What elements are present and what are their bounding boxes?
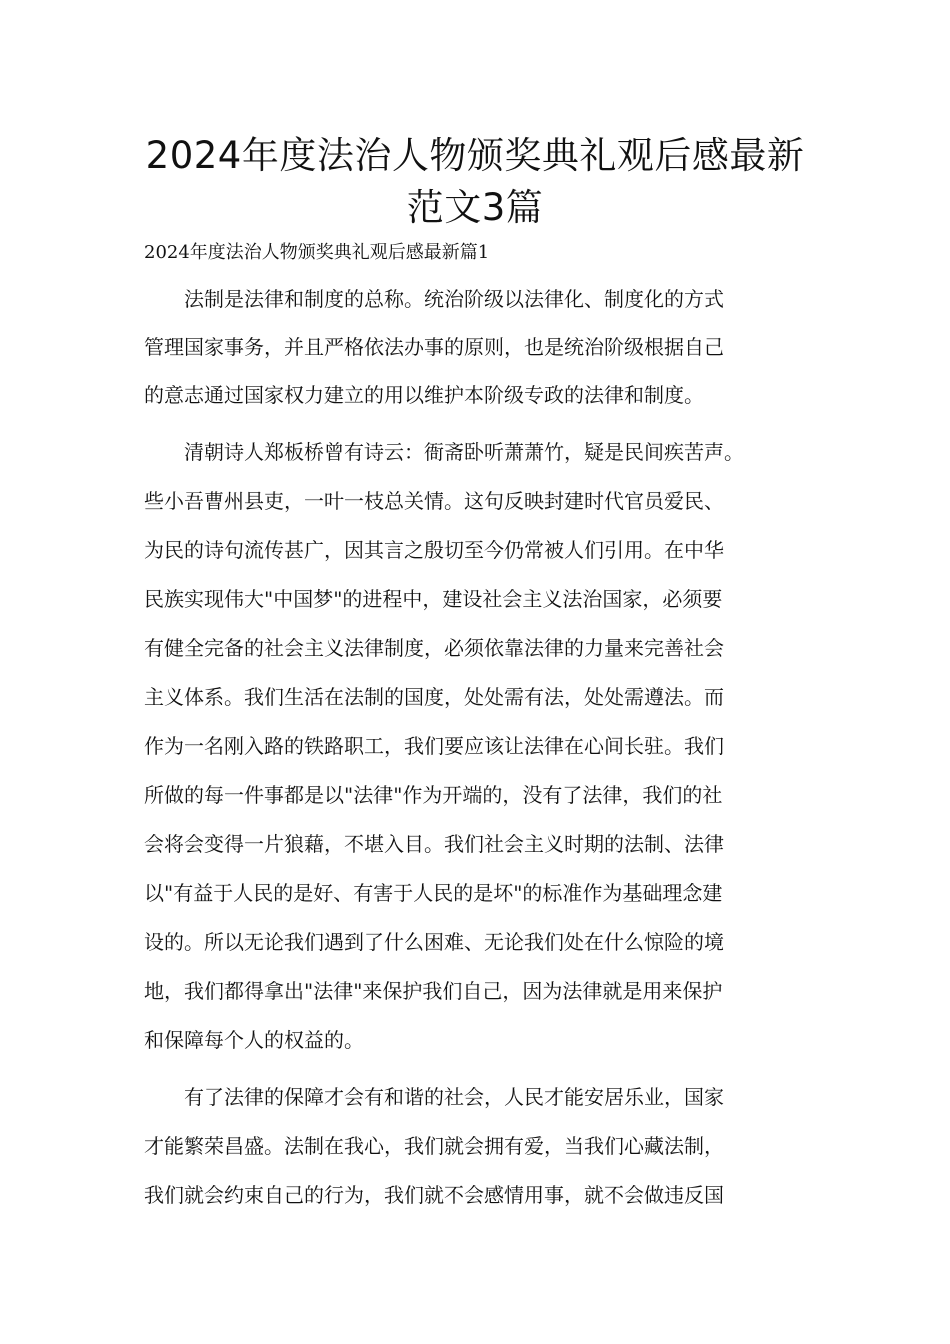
text-line: 和保障每个人的权益的。 xyxy=(144,1028,364,1052)
text-line: 些小吾曹州县吏，一叶一枝总关情。这句反映封建时代官员爱民、 xyxy=(144,489,724,513)
text-line: 设的。所以无论我们遇到了什么困难、无论我们处在什么惊险的境 xyxy=(144,930,724,954)
text-line: 主义体系。我们生活在法制的国度，处处需有法，处处需遵法。而 xyxy=(144,685,724,709)
text-line: 我们就会约束自己的行为，我们就不会感情用事，就不会做违反国 xyxy=(144,1183,724,1207)
text-line: 法制是法律和制度的总称。统治阶级以法律化、制度化的方式 xyxy=(144,287,724,311)
text-line: 会将会变得一片狼藉，不堪入目。我们社会主义时期的法制、法律 xyxy=(144,832,724,856)
text-line: 作为一名刚入路的铁路职工，我们要应该让法律在心间长驻。我们 xyxy=(144,734,724,758)
text-line: 民族实现伟大"中国梦"的进程中，建设社会主义法治国家，必须要 xyxy=(144,587,723,611)
text-line: 有了法律的保障才会有和谐的社会，人民才能安居乐业，国家 xyxy=(144,1085,724,1109)
text-line: 有健全完备的社会主义法律制度，必须依靠法律的力量来完善社会 xyxy=(144,636,724,660)
text-line: 所做的每一件事都是以"法律"作为开端的，没有了法律，我们的社 xyxy=(144,783,723,807)
document-title-line-2: 范文3篇 xyxy=(406,186,544,229)
text-line: 管理国家事务，并且严格依法办事的原则，也是统治阶级根据自己 xyxy=(144,335,724,359)
text-line: 清朝诗人郑板桥曾有诗云：衙斋卧听萧萧竹，疑是民间疾苦声。 xyxy=(144,440,744,464)
section-heading: 2024年度法治人物颁奖典礼观后感最新篇1 xyxy=(144,242,490,263)
text-line: 的意志通过国家权力建立的用以维护本阶级专政的法律和制度。 xyxy=(144,383,704,407)
text-line: 以"有益于人民的是好、有害于人民的是坏"的标准作为基础理念建 xyxy=(144,881,723,905)
text-line: 为民的诗句流传甚广，因其言之殷切至今仍常被人们引用。在中华 xyxy=(144,538,724,562)
text-line: 才能繁荣昌盛。法制在我心，我们就会拥有爱，当我们心藏法制， xyxy=(144,1134,724,1158)
document-title-line-1: 2024年度法治人物颁奖典礼观后感最新 xyxy=(145,134,805,177)
text-line: 地，我们都得拿出"法律"来保护我们自己，因为法律就是用来保护 xyxy=(144,979,723,1003)
